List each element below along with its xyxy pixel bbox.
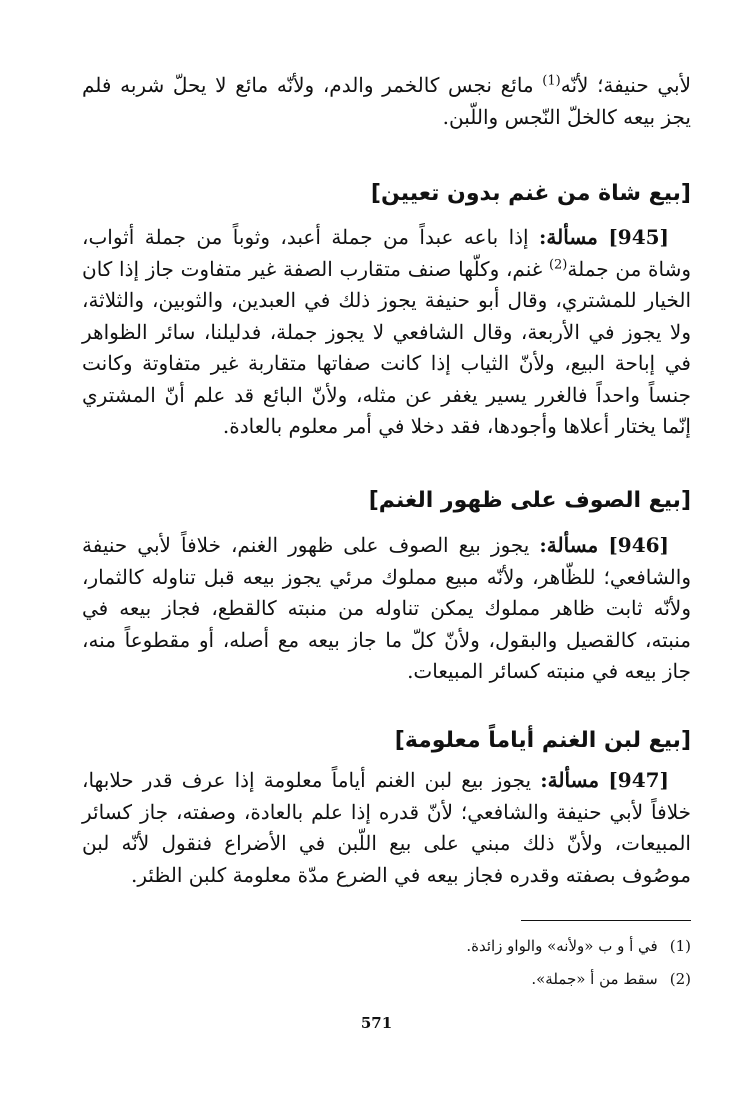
issue-number: [946] [608,533,670,557]
paragraph-947 [82,765,691,891]
paragraph-text: مائع نجس كالخمر والدم، ولأنّه مائع لا يحلّ شربه فلم يجز بيعه كالخلّ النّجس واللّبن. [82,73,691,129]
section-heading-947: [بيع لبن الغنم أياماً معلومة] [394,728,691,753]
paragraph-text: يجوز بيع الصوف على ظهور الغنم، خلافاً لأبي حنيفة والشافعي؛ للظّاهر، ولأنّه مبيع مملوك مرئي يجوز بيعه قبل تناوله كالثمار، ولأنّه ثابت ظاهر مملوك يمكن تناوله من منبته كالقطع، فجاز بيعه في منبته، كالقصيل والبقول، ولأنّ كلّ ما جاز بيعه مع أصله، أو مقطوعاً منه، جاز بيعه في منبته كسائر المبيعات. [82,533,691,683]
paragraph-945 [82,222,691,443]
footnote-number: (2) [669,970,691,988]
section-heading-945: [بيع شاة من غنم بدون تعيين] [370,181,691,206]
footnote-text: في أ و ب «ولأنه» والواو زائدة. [466,937,658,955]
issue-label: مسألة: [539,225,598,249]
footnote-2 [82,963,691,996]
issue-number: [945] [608,225,670,249]
paragraph-text: لأبي حنيفة؛ لأنّه [560,73,691,97]
footnote-text: سقط من أ «جملة». [531,970,658,988]
paragraph-text: غنم، وكلّها صنف متقارب الصفة غير متفاوت جاز إذا كان الخيار للمشتري، وقال أبو حنيفة يجوز ذلك في العبدين، والثوبين، والثلاثة، ولا يجوز في الأربعة، وقال الشافعي لا يجوز جملة، فدليلنا، سائر الظواهر في إباحة البيع، ولأنّ الثياب إذا كانت صفاتها متقاربة غير متفاوتة وكانت جنساً واحداً فالغرر يسير يغفر عن مثله، ولأنّ البائع قد علم أنّ المشتري إنّما يختار أعلاها وأجودها، فقد دخلا في أمر معلوم بالعادة. [82,256,691,438]
paragraph-intro [82,70,691,133]
paragraph-text: إذا باعه عبداً من جملة أعبد، وثوباً من جملة أثواب، وشاة من جملة [82,225,691,281]
footnotes [82,930,691,996]
footnote-number: (1) [669,937,691,955]
section-heading-946: [بيع الصوف على ظهور الغنم] [368,488,691,513]
issue-number: [947] [608,768,669,792]
issue-label: مسألة: [539,533,599,557]
footnote-divider [521,920,691,921]
footnote-ref-2[interactable]: (2) [548,256,568,272]
paragraph-946 [82,530,691,688]
issue-label: مسألة: [540,768,600,792]
footnote-1 [82,930,691,963]
paragraph-text: يجوز بيع لبن الغنم أياماً معلومة إذا عرف قدر حلابها، خلافاً لأبي حنيفة والشافعي؛ لأنّ قدره إذا علم بالعادة، وصفته، جاز كسائر المبيعات، ولأنّ ذلك مبني على بيع اللّبن في الأضراع فنقول لأنّه لبن موصُوف بصفته وقدره فجاز بيعه في الضرع مدّة معلومة كلبن الظئر. [82,768,691,887]
footnote-ref-1[interactable]: (1) [542,73,561,89]
page-number: 571 [360,1014,393,1032]
